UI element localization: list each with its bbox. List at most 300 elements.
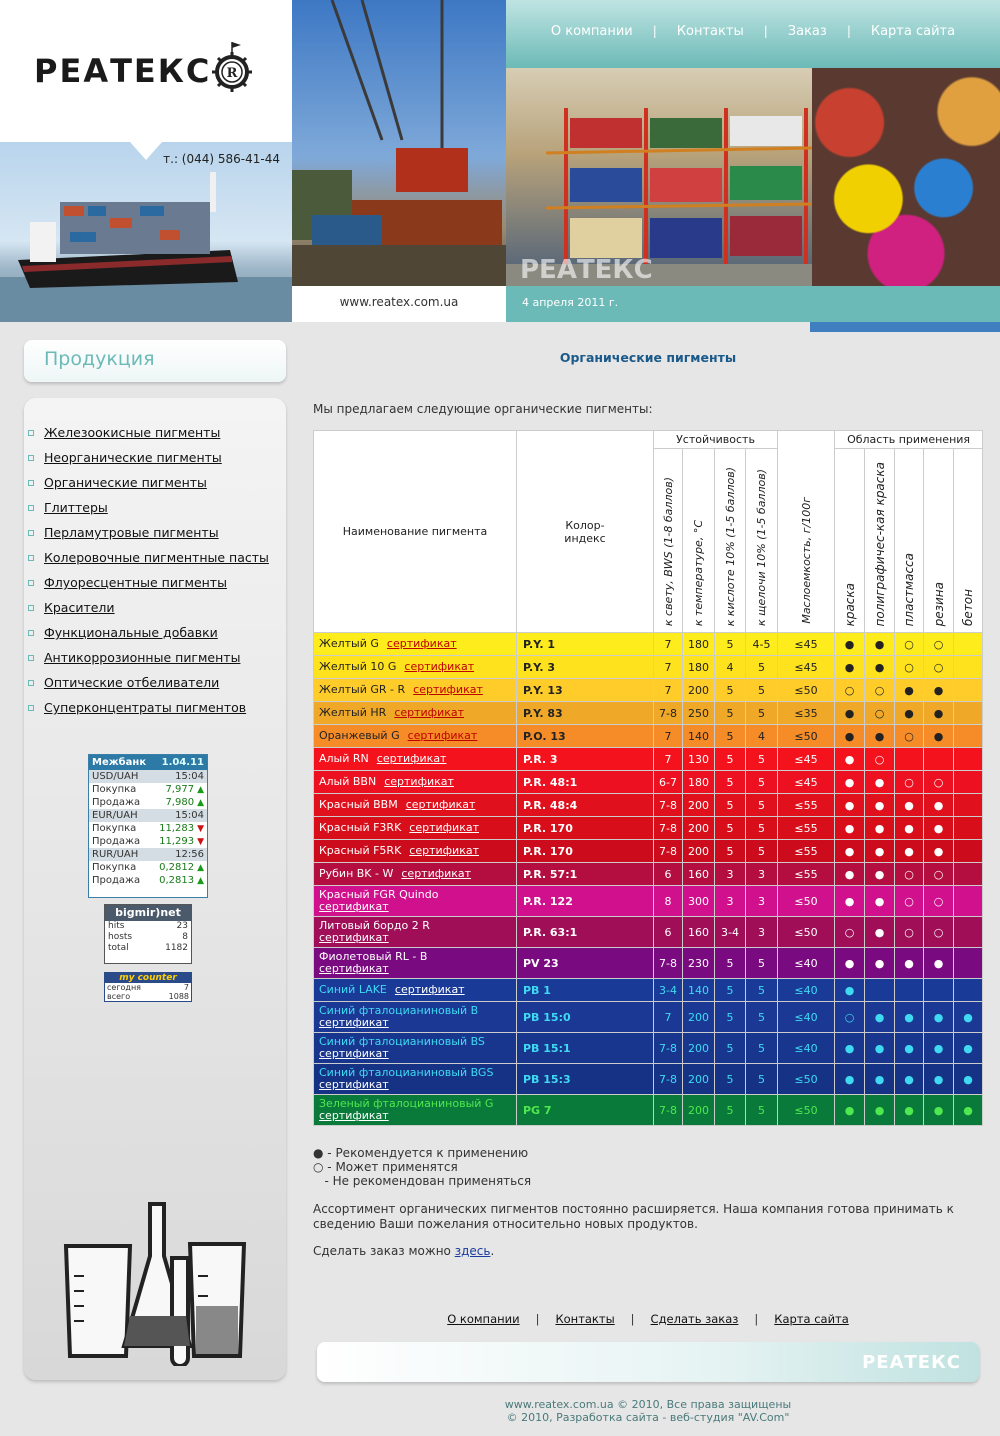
table-row (314, 817, 983, 840)
application-mark: ● (835, 771, 865, 794)
application-mark: ● (895, 702, 924, 725)
col-header-app-label: полиграфичес-кая краска (872, 461, 887, 626)
pigment-name-cell (314, 702, 517, 725)
pigment-name-cell (314, 771, 517, 794)
color-index: PG 7 (517, 1095, 654, 1126)
sidebar-link[interactable]: Глиттеры (44, 500, 108, 515)
sidebar-link[interactable]: Железоокисные пигменты (44, 425, 221, 440)
col-header-name: Наименование пигмента (314, 431, 517, 633)
value-oil: ≤40 (778, 1002, 835, 1033)
col-header-resist (746, 449, 778, 633)
pigment-name-cell (314, 948, 517, 979)
pigment-name: Синий фталоцианиновый В (319, 1004, 479, 1017)
table-row (314, 1095, 983, 1126)
square-bullet-icon (28, 655, 34, 661)
table-row (314, 979, 983, 1002)
crane-illustration (292, 0, 506, 286)
value-alk: 5 (746, 1033, 778, 1064)
pigment-name: Красный F3RK (319, 821, 402, 834)
application-mark: ○ (924, 771, 954, 794)
order-text (313, 1244, 494, 1258)
value-light: 7 (654, 1002, 683, 1033)
color-index: P.O. 13 (517, 725, 654, 748)
footer-bar (317, 1342, 979, 1382)
arrow-down-icon: ▼ (197, 837, 204, 847)
application-mark: ○ (895, 633, 924, 656)
rate-value: 0,2812 (159, 862, 195, 873)
pigment-name: Желтый GR - R (319, 683, 406, 696)
value-acid: 5 (715, 979, 746, 1002)
certificate-link[interactable]: сертификат (401, 867, 472, 880)
pigment-name: Оранжевый G (319, 729, 400, 742)
application-mark: ● (835, 748, 865, 771)
rate-value: 11,283 (159, 823, 195, 834)
pigment-name: Зеленый фталоцианиновый G (319, 1097, 494, 1110)
application-mark: ● (865, 1095, 895, 1126)
value-acid: 5 (715, 948, 746, 979)
table-row (314, 917, 983, 948)
legend (313, 1146, 531, 1188)
logo-area (0, 0, 292, 142)
footer-separator: | (630, 1312, 635, 1326)
application-mark: ● (865, 656, 895, 679)
value-acid: 4 (715, 656, 746, 679)
value-acid: 5 (715, 633, 746, 656)
pigment-name: Фиолетовый RL - B (319, 950, 428, 963)
application-mark: ● (835, 725, 865, 748)
accent-strip (810, 322, 1000, 332)
pigment-name-cell (314, 1064, 517, 1095)
rate-pair-header (89, 809, 207, 822)
square-bullet-icon (28, 505, 34, 511)
col-header-app (895, 449, 924, 633)
table-row (314, 748, 983, 771)
counter-value: 7 (183, 983, 189, 992)
application-mark: ● (954, 1033, 983, 1064)
rate-row (89, 861, 207, 874)
application-mark (954, 702, 983, 725)
value-alk: 4-5 (746, 633, 778, 656)
legend-text: - Рекомендуется к применению (323, 1146, 529, 1160)
value-acid: 5 (715, 702, 746, 725)
value-alk: 5 (746, 1064, 778, 1095)
rate-label: Покупка (92, 862, 137, 873)
pigment-name-cell (314, 725, 517, 748)
order-link[interactable]: здесь (454, 1244, 491, 1258)
sidebar-menu-item (28, 695, 269, 720)
value-temp: 250 (683, 702, 715, 725)
nav-separator: | (652, 24, 657, 38)
rate-value: 0,2813 (159, 875, 195, 886)
rate-time: 15:04 (175, 771, 204, 782)
certificate-link[interactable]: сертификат (319, 900, 389, 913)
pigment-name: Желтый 10 G (319, 660, 397, 673)
square-bullet-icon (28, 705, 34, 711)
footer-nav-about[interactable]: О компании (447, 1312, 520, 1326)
application-mark: ● (835, 863, 865, 886)
value-alk: 5 (746, 656, 778, 679)
certificate-link[interactable]: сертификат (394, 706, 465, 719)
value-alk: 3 (746, 863, 778, 886)
value-oil: ≤40 (778, 948, 835, 979)
counter-value: 23 (176, 921, 188, 931)
footer-nav-contacts[interactable]: Контакты (555, 1312, 615, 1326)
application-mark: ● (924, 817, 954, 840)
nav-sitemap[interactable]: Карта сайта (870, 23, 956, 39)
warehouse-photo (506, 68, 812, 286)
sidebar-link[interactable]: Суперконцентраты пигментов (44, 700, 247, 715)
assortment-text: Ассортимент органических пигментов постоянно расширяется. Наша компания готова принимать к сведению Ваши пожелания относительно новых продуктов. (313, 1202, 954, 1231)
square-bullet-icon (28, 480, 34, 486)
value-oil: ≤55 (778, 863, 835, 886)
rate-groups (89, 770, 207, 887)
table-row (314, 948, 983, 979)
pigment-name-cell (314, 633, 517, 656)
counter-label: hits (108, 921, 125, 931)
application-mark: ○ (835, 1002, 865, 1033)
sidebar-title: Продукция (24, 340, 286, 382)
application-mark: ● (865, 817, 895, 840)
col-header-app-label: пластмасса (902, 552, 917, 626)
rate-time: 12:56 (175, 849, 204, 860)
application-mark: ○ (865, 702, 895, 725)
sidebar-link[interactable]: Колеровочные пигментные пасты (44, 550, 269, 565)
value-light: 7-8 (654, 1064, 683, 1095)
application-mark: ● (865, 1064, 895, 1095)
application-mark: ● (924, 948, 954, 979)
rate-row (89, 822, 207, 835)
application-mark: ● (865, 917, 895, 948)
certificate-link[interactable]: сертификат (413, 683, 483, 696)
value-alk: 5 (746, 748, 778, 771)
color-index: PB 15:3 (517, 1064, 654, 1095)
certificate-link[interactable]: сертификат (409, 821, 479, 834)
application-mark (954, 633, 983, 656)
pigment-name-cell (314, 748, 517, 771)
site-url: www.reatex.com.ua (292, 286, 506, 322)
sidebar-menu-item (28, 595, 269, 620)
value-light: 6 (654, 863, 683, 886)
sidebar-link[interactable]: Антикоррозионные пигменты (44, 650, 241, 665)
value-alk: 5 (746, 771, 778, 794)
sidebar-link[interactable]: Функциональные добавки (44, 625, 218, 640)
application-mark: ○ (924, 656, 954, 679)
application-mark: ● (835, 948, 865, 979)
arrow-up-icon: ▲ (197, 785, 204, 795)
value-light: 6-7 (654, 771, 683, 794)
sidebar-link[interactable]: Перламутровые пигменты (44, 525, 219, 540)
color-index: P.R. 122 (517, 886, 654, 917)
pigment-name-cell (314, 817, 517, 840)
table-row (314, 1033, 983, 1064)
rate-label: Продажа (92, 875, 141, 886)
value-temp: 300 (683, 886, 715, 917)
value-acid: 3 (715, 886, 746, 917)
ship-illustration (0, 142, 292, 322)
application-mark: ● (924, 1095, 954, 1126)
application-mark (924, 979, 954, 1002)
application-mark (954, 817, 983, 840)
value-oil: ≤45 (778, 771, 835, 794)
table-row (314, 679, 983, 702)
my-counter[interactable] (104, 972, 192, 1002)
application-mark: ● (895, 840, 924, 863)
counter-label: hosts (108, 932, 133, 942)
certificate-link[interactable]: сертификат (409, 844, 479, 857)
value-oil: ≤50 (778, 917, 835, 948)
certificate-link[interactable]: сертификат (319, 931, 389, 944)
sidebar-link[interactable]: Красители (44, 600, 115, 615)
value-temp: 200 (683, 1033, 715, 1064)
application-mark: ● (865, 1033, 895, 1064)
certificate-link[interactable]: сертификат (376, 752, 447, 765)
table-row (314, 656, 983, 679)
value-light: 7-8 (654, 702, 683, 725)
value-oil: ≤40 (778, 979, 835, 1002)
table-row (314, 794, 983, 817)
application-mark: ● (895, 1095, 924, 1126)
col-header-app-label: бетон (961, 589, 976, 626)
pigment-name: Алый RN (319, 752, 369, 765)
application-mark (954, 917, 983, 948)
col-header-resist-label: к свету, BWS (1-8 баллов) (661, 476, 675, 626)
rate-value: 7,980 (165, 797, 195, 808)
application-mark: ● (924, 840, 954, 863)
value-acid: 5 (715, 748, 746, 771)
col-header-app (924, 449, 954, 633)
application-mark (954, 656, 983, 679)
rate-value-wrap (159, 835, 204, 848)
value-oil: ≤50 (778, 725, 835, 748)
pigment-name-cell (314, 979, 517, 1002)
value-alk: 5 (746, 1002, 778, 1033)
value-alk: 5 (746, 1095, 778, 1126)
application-mark (954, 979, 983, 1002)
nav-about[interactable]: О компании (550, 23, 633, 39)
group-header-resistance: Устойчивость (654, 431, 778, 449)
application-mark (954, 794, 983, 817)
logo[interactable]: РЕАТЕКС (34, 52, 212, 90)
pigment-name-cell (314, 1095, 517, 1126)
application-mark: ● (895, 948, 924, 979)
application-mark (954, 771, 983, 794)
certificate-link[interactable]: сертификат (319, 962, 389, 975)
application-mark: ● (865, 886, 895, 917)
pigment-name-cell (314, 794, 517, 817)
rate-time: 15:04 (175, 810, 204, 821)
value-temp: 200 (683, 679, 715, 702)
col-header-resist (715, 449, 746, 633)
col-header-color-index: Колор-индекс (517, 431, 654, 633)
table-row (314, 633, 983, 656)
col-header-app-label: краска (842, 582, 857, 626)
mycounter-rows (105, 983, 191, 1001)
application-mark (895, 979, 924, 1002)
sidebar-link[interactable]: Флуоресцентные пигменты (44, 575, 227, 590)
application-mark: ○ (865, 748, 895, 771)
legend-item (313, 1174, 531, 1188)
col-header-app (835, 449, 865, 633)
sidebar-menu-item (28, 470, 269, 495)
pigment-name: Синий фталоцианиновый BS (319, 1035, 485, 1048)
value-alk: 5 (746, 702, 778, 725)
rate-row (89, 783, 207, 796)
application-mark: ○ (895, 771, 924, 794)
col-header-app (865, 449, 895, 633)
value-oil: ≤55 (778, 840, 835, 863)
counter-value: 1088 (168, 992, 189, 1001)
application-mark: ○ (895, 725, 924, 748)
rates-header (89, 755, 207, 770)
counter-row (105, 943, 191, 954)
pigment-name: Желтый G (319, 637, 379, 650)
value-oil: ≤50 (778, 679, 835, 702)
application-mark (895, 748, 924, 771)
footer-nav-order[interactable]: Сделать заказ (650, 1312, 739, 1326)
watermark: РЕАТЕКС (520, 255, 653, 285)
application-mark: ○ (835, 679, 865, 702)
application-mark: ● (895, 679, 924, 702)
page-title: Органические пигменты (559, 350, 737, 365)
sidebar-menu-item (28, 570, 269, 595)
nav-order[interactable]: Заказ (787, 23, 827, 39)
certificate-link[interactable]: сертификат (384, 775, 454, 788)
certificate-link[interactable]: сертификат (319, 1078, 389, 1091)
table-row (314, 886, 983, 917)
footer-logo: РЕАТЕКС (862, 1352, 961, 1373)
color-index: PB 1 (517, 979, 654, 1002)
rate-label: Продажа (92, 836, 141, 847)
application-mark (954, 948, 983, 979)
application-mark: ● (835, 1033, 865, 1064)
certificate-link[interactable]: сертификат (319, 1109, 389, 1122)
application-mark (865, 979, 895, 1002)
application-mark: ● (835, 1064, 865, 1095)
application-mark: ● (865, 633, 895, 656)
col-header-app-label: резина (931, 581, 946, 626)
pigment-name: Синий фталоцианиновый BGS (319, 1066, 494, 1079)
square-bullet-icon (28, 605, 34, 611)
value-oil: ≤45 (778, 748, 835, 771)
sidebar-link[interactable]: Органические пигменты (44, 475, 207, 490)
application-mark: ● (895, 1033, 924, 1064)
value-acid: 5 (715, 1095, 746, 1126)
rate-row (89, 796, 207, 809)
application-mark (924, 748, 954, 771)
value-acid: 5 (715, 1033, 746, 1064)
sidebar-link[interactable]: Неорганические пигменты (44, 450, 222, 465)
exchange-rates-widget[interactable] (88, 754, 208, 898)
square-bullet-icon (28, 555, 34, 561)
value-alk: 5 (746, 948, 778, 979)
pigment-name-cell (314, 679, 517, 702)
application-mark (954, 679, 983, 702)
pigment-name-cell (314, 656, 517, 679)
table-row (314, 702, 983, 725)
rate-value-wrap (159, 861, 204, 874)
pigment-name-cell (314, 886, 517, 917)
value-light: 7 (654, 633, 683, 656)
value-oil: ≤50 (778, 1064, 835, 1095)
value-alk: 5 (746, 840, 778, 863)
col-header-resist-label: к температуре, °С (692, 519, 705, 626)
certificate-link[interactable]: сертификат (405, 798, 476, 811)
certificate-link[interactable]: сертификат (386, 637, 457, 650)
value-light: 7-8 (654, 794, 683, 817)
order-suffix: . (490, 1244, 495, 1258)
rate-value: 11,293 (159, 836, 195, 847)
date-bar (506, 286, 1000, 322)
value-temp: 180 (683, 633, 715, 656)
ship-photo (0, 142, 292, 322)
rate-row (89, 835, 207, 848)
value-acid: 5 (715, 679, 746, 702)
application-mark: ● (835, 840, 865, 863)
certificate-link[interactable]: сертификат (404, 660, 475, 673)
rates-title: Межбанк (92, 757, 147, 768)
mycounter-title: my counter (105, 973, 191, 983)
value-oil: ≤55 (778, 817, 835, 840)
sidebar-menu-item (28, 495, 269, 520)
application-mark: ○ (924, 633, 954, 656)
application-mark: ● (835, 633, 865, 656)
color-index: P.R. 48:4 (517, 794, 654, 817)
value-temp: 140 (683, 725, 715, 748)
pigment-name-cell (314, 863, 517, 886)
rate-value-wrap (165, 783, 204, 796)
col-header-oil: Маслоемкость, г/100г (778, 431, 835, 633)
pigment-name: Синий LAKE (319, 983, 387, 996)
value-light: 7-8 (654, 948, 683, 979)
pigments-table (313, 430, 983, 1126)
application-mark: ● (835, 794, 865, 817)
certificate-link[interactable]: сертификат (407, 729, 478, 742)
rate-value-wrap (159, 874, 204, 887)
application-mark: ○ (865, 679, 895, 702)
bigmir-counter[interactable] (104, 904, 192, 964)
counter-label: сегодня (107, 983, 141, 992)
footer-navigation (313, 1312, 983, 1326)
current-date: 4 апреля 2011 г. (522, 296, 619, 309)
certificate-link[interactable]: сертификат (394, 983, 465, 996)
certificate-link[interactable]: сертификат (319, 1016, 389, 1029)
application-mark: ● (954, 1095, 983, 1126)
certificate-link[interactable]: сертификат (319, 1047, 389, 1060)
sidebar-menu-item (28, 645, 269, 670)
counter-value: 1182 (165, 943, 188, 953)
color-index: P.R. 48:1 (517, 771, 654, 794)
value-temp: 200 (683, 1002, 715, 1033)
svg-text:R: R (226, 66, 238, 81)
application-mark: ○ (895, 863, 924, 886)
nav-contacts[interactable]: Контакты (676, 23, 744, 39)
value-temp: 200 (683, 840, 715, 863)
sidebar-link[interactable]: Оптические отбеливатели (44, 675, 220, 690)
application-mark: ● (924, 1033, 954, 1064)
legend-item (313, 1146, 531, 1160)
square-bullet-icon (28, 580, 34, 586)
value-temp: 200 (683, 794, 715, 817)
value-alk: 4 (746, 725, 778, 748)
footer-nav-sitemap[interactable]: Карта сайта (774, 1312, 849, 1326)
application-mark: ● (954, 1002, 983, 1033)
application-mark: ● (895, 1064, 924, 1095)
warehouse-illustration (506, 68, 812, 286)
value-alk: 5 (746, 794, 778, 817)
value-acid: 3 (715, 863, 746, 886)
rate-label: Покупка (92, 823, 137, 834)
application-mark (954, 748, 983, 771)
